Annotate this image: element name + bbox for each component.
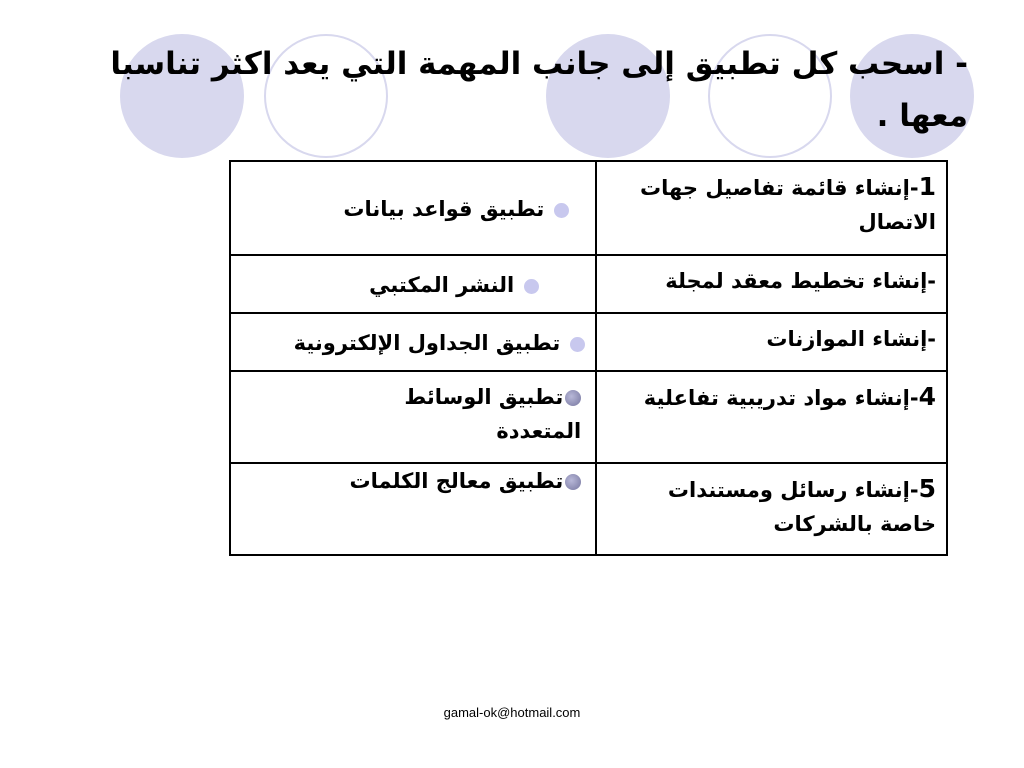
task-app-table (229, 160, 948, 556)
table-row (230, 463, 947, 555)
app-label: تطبيق الجداول الإلكترونية (293, 331, 561, 355)
table-row (230, 161, 947, 255)
table-row (230, 371, 947, 463)
app-label: النشر المكتبي (369, 273, 515, 297)
bullet-icon (524, 279, 539, 294)
task-text: -إنشاء تخطيط معقد لمجلة (665, 269, 936, 293)
table-row (230, 313, 947, 371)
app-label: تطبيق قواعد بيانات (343, 197, 545, 221)
slide-title: - اسحب كل تطبيق إلى جانب المهمة التي يعد اكثر تناسبا معها . (110, 46, 968, 134)
bullet-icon (565, 390, 581, 406)
task-cell[interactable] (596, 371, 947, 463)
task-text: -إنشاء رسائل ومستندات خاصة بالشركات (667, 478, 936, 536)
app-label: تطبيق معالج الكلمات (349, 469, 564, 493)
app-item[interactable] (241, 268, 585, 302)
task-cell[interactable] (596, 255, 947, 313)
task-cell[interactable] (596, 161, 947, 255)
app-cell[interactable] (230, 255, 596, 313)
app-cell[interactable] (230, 161, 596, 255)
footer-email: gamal-ok@hotmail.com (443, 705, 581, 720)
bullet-icon (554, 203, 569, 218)
task-text: -إنشاء قائمة تفاصيل جهات الاتصال (640, 176, 936, 234)
task-text: -إنشاء مواد تدريبية تفاعلية (643, 386, 919, 410)
task-text: -إنشاء الموازنات (766, 327, 936, 351)
app-cell[interactable] (230, 313, 596, 371)
app-cell[interactable] (230, 371, 596, 463)
app-cell[interactable] (230, 463, 596, 555)
app-item[interactable] (241, 326, 585, 360)
app-item[interactable] (371, 380, 585, 448)
task-cell[interactable] (596, 313, 947, 371)
task-number: 1 (918, 172, 936, 201)
task-number: 5 (918, 474, 936, 503)
bullet-icon (565, 474, 581, 490)
app-label: تطبيق الوسائط المتعددة (404, 385, 582, 443)
app-item[interactable] (241, 464, 585, 498)
bullet-icon (570, 337, 585, 352)
app-item[interactable] (241, 192, 585, 226)
table-row (230, 255, 947, 313)
task-cell[interactable] (596, 463, 947, 555)
task-number: 4 (918, 382, 936, 411)
